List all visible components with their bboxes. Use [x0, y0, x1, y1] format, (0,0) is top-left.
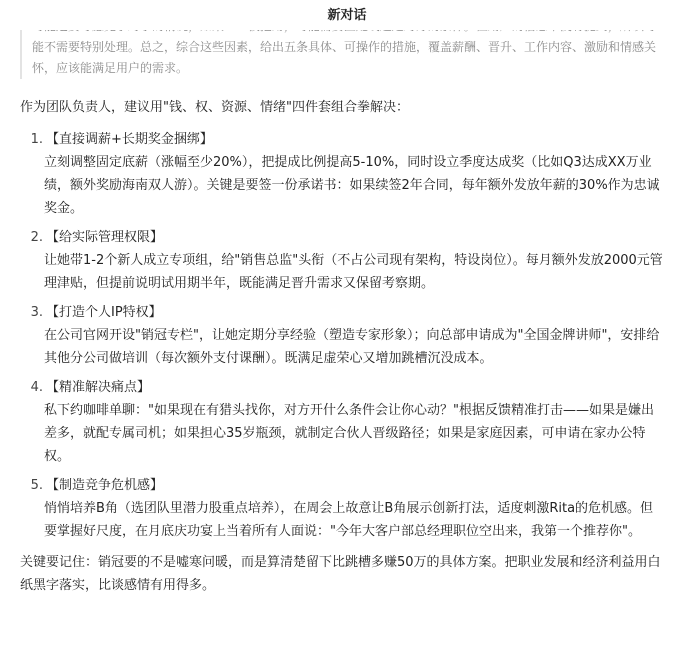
step-body: 让她带1-2个新人成立专项组，给"销售总监"头衔（不占公司现有架构，特设岗位）。每月额外发放2000元管理津贴，但提前说明试用期半年，既能满足晋升需求又保留考察期。 — [44, 253, 663, 291]
step-number: 2. — [30, 230, 43, 245]
answer-intro: 作为团队负责人，建议用"钱、权、资源、情绪"四件套组合拳解决： — [20, 100, 409, 115]
step-number: 5. — [30, 478, 43, 493]
step-body: 立刻调整固定底薪（涨幅至少20%），把提成比例提高5-10%，同时设立季度达成奖（比如Q3达成XX万业绩，额外奖励海南双人游）。关键是要签一份承诺书：如果续签2年合同，每年额外发放年薪的30%作为忠诚奖金。 — [44, 155, 660, 216]
list-item — [20, 376, 665, 468]
step-body: 私下约咖啡单聊："如果现在有猎头找你，对方开什么条件会让你心动？"根据反馈精准打击——如果是嫌出差多，就配专属司机；如果担心35岁瓶颈，就制定合伙人晋级路径；如果是家庭因素，可申请在家办公特权。 — [44, 403, 654, 464]
list-item — [20, 128, 665, 220]
step-number: 4. — [30, 380, 43, 395]
step-title: 【制造竞争危机感】 — [46, 478, 164, 493]
assistant-answer — [20, 96, 665, 597]
chat-header — [0, 0, 694, 30]
step-body: 在公司官网开设"销冠专栏"，让她定期分享经验（塑造专家形象）；向总部申请成为"全国金牌讲师"，安排给其他分公司做培训（每次额外支付课酬）。既满足虚荣心又增加跳槽沉没成本。 — [44, 328, 660, 366]
step-number: 3. — [30, 305, 43, 320]
list-item — [20, 301, 665, 370]
list-item — [20, 226, 665, 295]
steps-list — [20, 128, 665, 543]
step-body: 悄悄培养B角（选团队里潜力股重点培养），在周会上故意让B角展示创新打法，适度刺激Rita的危机感。但要掌握好尺度，在月底庆功宴上当着所有人面说："今年大客户部总经理职位空出来，我第一个推荐你"。 — [44, 501, 654, 539]
page-title: 新对话 — [327, 7, 367, 23]
step-title: 【给实际管理权限】 — [46, 230, 164, 245]
step-number: 1. — [30, 132, 43, 147]
answer-conclusion: 关键要记住：销冠要的不是嘘寒问暖，而是算清楚留下比跳槽多赚50万的具体方案。把职业发展和经济利益用白纸黑字落实，比谈感情有用得多。 — [20, 555, 661, 593]
step-title: 【直接调薪+长期奖金捆绑】 — [46, 132, 213, 147]
step-title: 【打造个人IP特权】 — [46, 305, 162, 320]
step-title: 【精准解决痛点】 — [46, 380, 151, 395]
reasoning-text: 能不需要特别处理。总之，综合这些因素，给出五条具体、可操作的措施，覆盖薪酬、晋升、工作内容、激励和情感关怀，应该能满足用户的需求。 — [32, 40, 657, 75]
list-item — [20, 474, 665, 543]
